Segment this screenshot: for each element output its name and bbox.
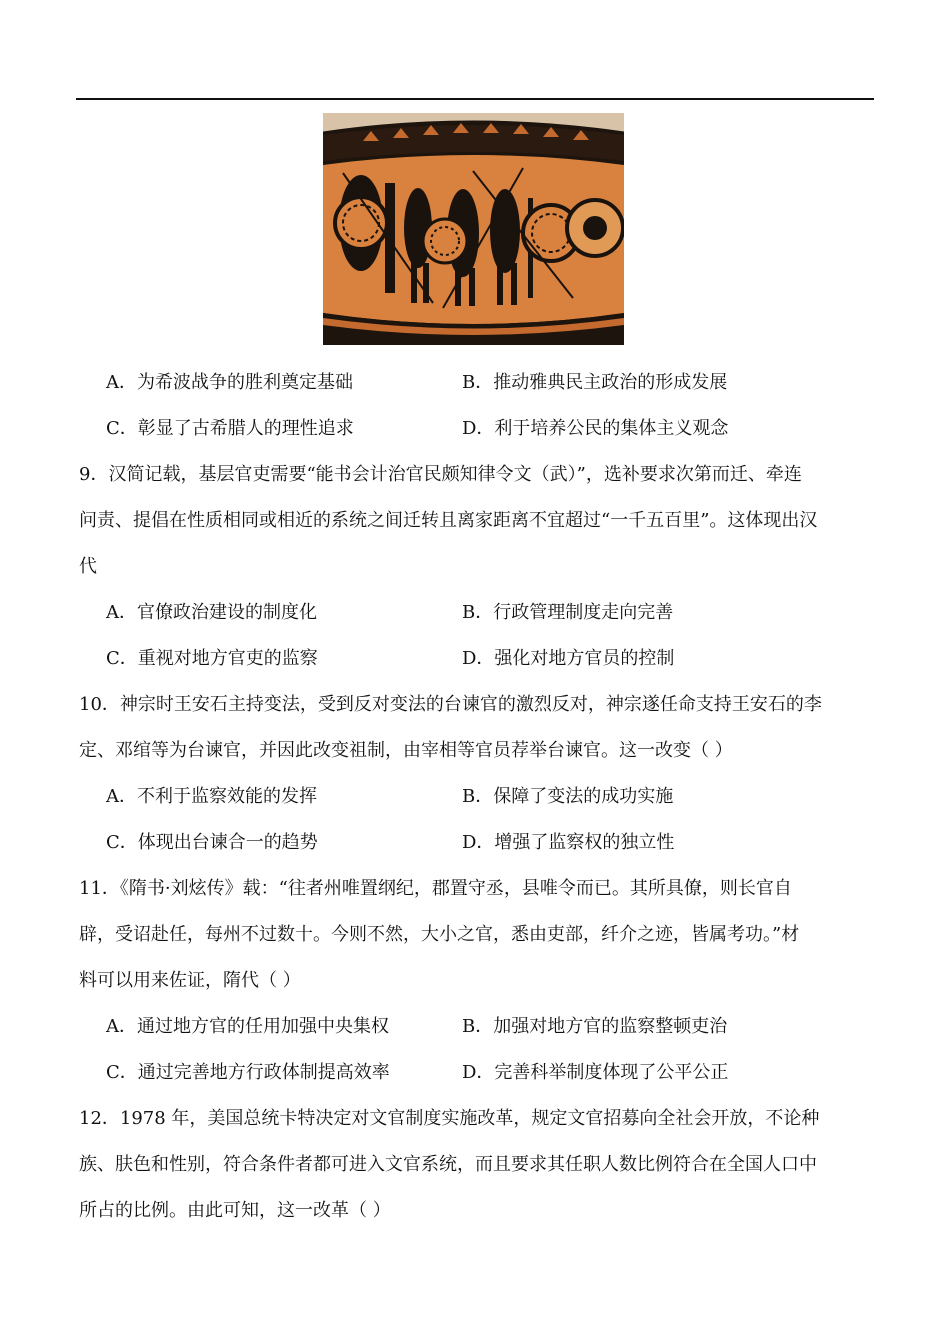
q11-stem-line-2: 辟，受诏赴任，每州不过数十。今则不然，大小之官，悉由吏部，纤介之迹，皆属考功。”材 [79,924,800,945]
q9-option-b: B．行政管理制度走向完善 [462,602,674,623]
q9-option-d: D．强化对地方官员的控制 [462,648,675,669]
q11-option-d: D．完善科举制度体现了公平公正 [462,1062,729,1083]
q9-stem-line-3: 代 [79,556,97,577]
q10-option-d: D．增强了监察权的独立性 [462,832,675,853]
q8-option-b: B．推动雅典民主政治的形成发展 [462,372,728,393]
q8-option-d: D．利于培养公民的集体主义观念 [462,418,729,439]
q10-option-b: B．保障了变法的成功实施 [462,786,674,807]
q12-stem-line-2: 族、肤色和性别，符合条件者都可进入文官系统，而且要求其任职人数比例符合在全国人口中 [79,1154,817,1175]
q9-stem-line-1: 9．汉简记载，基层官吏需要“能书会计治官民颇知律令文（武）”，选补要求次第而迁、牵连 [79,464,802,485]
q12-stem-line-3: 所占的比例。由此可知，这一改革（ ） [79,1200,391,1221]
q11-option-a: A．通过地方官的任用加强中央集权 [106,1016,389,1037]
q11-option-b: B．加强对地方官的监察整顿吏治 [462,1016,728,1037]
q11-option-c: C．通过完善地方行政体制提高效率 [106,1062,390,1083]
q10-option-c: C．体现出台谏合一的趋势 [106,832,318,853]
q12-stem-line-1: 12．1978 年，美国总统卡特决定对文官制度实施改革，规定文官招募向全社会开放，不论种 [79,1108,820,1129]
q9-stem-line-2: 问责、提倡在性质相同或相近的系统之间迁转且离家距离不宜超过“一千五百里”。这体现出汉 [79,510,818,531]
q8-option-c: C．彰显了古希腊人的理性追求 [106,418,354,439]
greek-vase-painting-icon [323,113,624,345]
q10-option-a: A．不利于监察效能的发挥 [106,786,317,807]
header-rule [76,98,874,100]
q9-option-c: C．重视对地方官吏的监察 [106,648,318,669]
q8-option-a: A．为希波战争的胜利奠定基础 [106,372,353,393]
q11-stem-line-3: 料可以用来佐证，隋代（ ） [79,970,301,991]
q10-stem-line-2: 定、邓绾等为台谏官，并因此改变祖制，由宰相等官员荐举台谏官。这一改变（ ） [79,740,733,761]
q9-option-a: A．官僚政治建设的制度化 [106,602,317,623]
q10-stem-line-1: 10．神宗时王安石主持变法，受到反对变法的台谏官的激烈反对，神宗遂任命支持王安石的李 [79,694,822,715]
q11-stem-line-1: 11．《隋书·刘炫传》载：“往者州唯置纲纪，郡置守丞，县唯令而已。其所具僚，则长官自 [79,878,792,899]
